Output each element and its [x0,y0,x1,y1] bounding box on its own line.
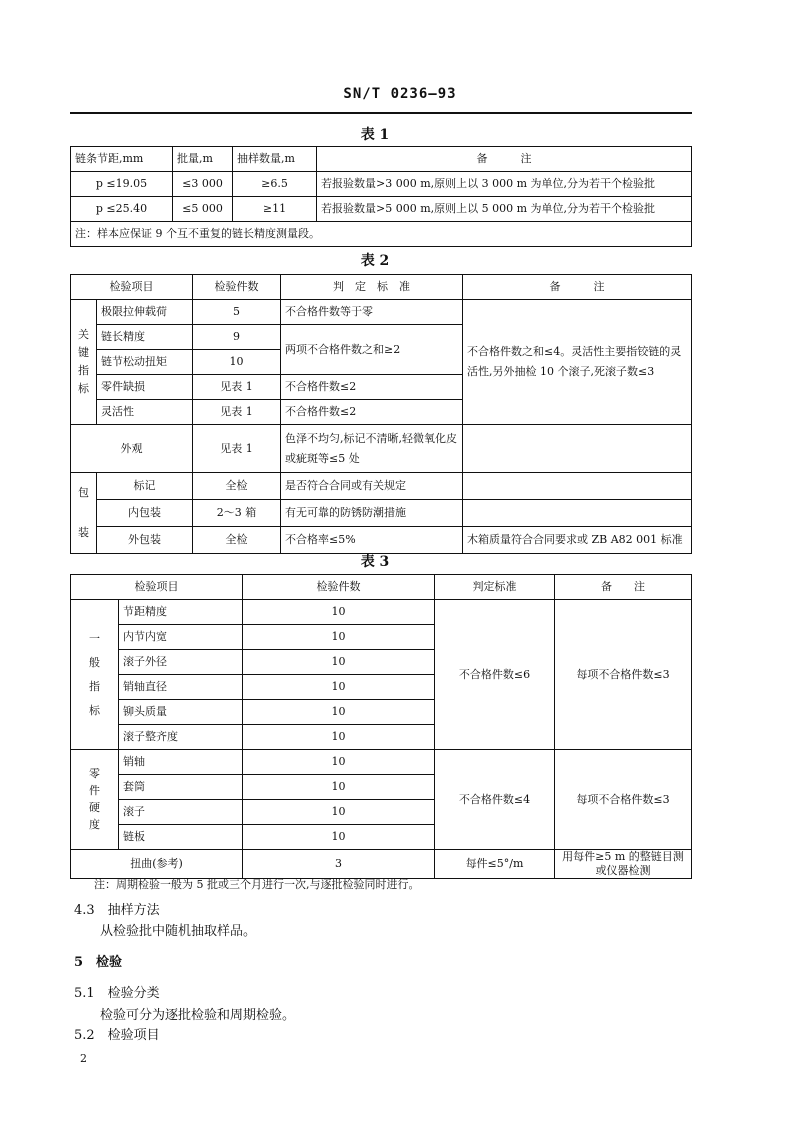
table1-note: 注：样本应保证 9 个互不重复的链长精度测量段。 [71,222,692,247]
table-cell: 2～3 箱 [193,500,281,527]
table-cell: 10 [243,800,435,825]
section-5-1-title: 5.1 检验分类 [74,986,160,1001]
table3-caption: 表 3 [360,554,390,570]
table-cell: 扭曲(参考) [71,850,243,879]
table-cell: 外包装 [97,527,193,554]
table-cell: ≥6.5 [233,172,317,197]
hardness-criteria: 不合格件数≤4 [435,750,555,850]
table-row [71,850,692,879]
group-label-pack-text: 包装 [78,486,89,539]
table-cell: 两项不合格件数之和≥2 [281,325,463,375]
table-cell: 色泽不均匀,标记不清晰,轻微氧化皮或疵斑等≤5 处 [281,425,463,473]
table-cell: 是否符合合同或有关规定 [281,473,463,500]
table-cell: 每件≤5°/m [435,850,555,879]
table-cell: 木箱质量符合合同要求或 ZB A82 001 标准 [463,527,692,554]
table-note-row [71,222,692,247]
table-cell: 见表 1 [193,375,281,400]
table-cell: 5 [193,300,281,325]
table-cell: 用每件≥5 m 的整链目测或仪器检测 [555,850,692,879]
general-remark: 每项不合格件数≤3 [555,600,692,750]
header-rule [70,112,692,114]
table-cell: 10 [243,650,435,675]
table-cell: 滚子外径 [119,650,243,675]
table-cell: 10 [243,750,435,775]
table-cell: 9 [193,325,281,350]
table-cell: 全检 [193,473,281,500]
group-label-hardness [71,750,119,850]
table-row [71,197,692,222]
table-cell [463,500,692,527]
table-header-row [71,275,692,300]
key-remark: 不合格件数之和≤4。灵活性主要指铰链的灵活性,另外抽检 10 个滚子,死滚子数≤3 [463,300,692,425]
header-cell: 备 注 [463,275,692,300]
table-cell: 见表 1 [193,425,281,473]
group-label-pack [71,473,97,554]
table-cell: ≥11 [233,197,317,222]
header-cell: 链条节距,mm [71,147,173,172]
table-row [71,500,692,527]
table-cell [463,473,692,500]
table-cell: 若报验数量>5 000 m,原则上以 5 000 m 为单位,分为若干个检验批 [317,197,692,222]
header-cell: 判 定 标 准 [281,275,463,300]
table-cell: 销轴 [119,750,243,775]
table-cell: 内节内宽 [119,625,243,650]
header-cell: 检验件数 [193,275,281,300]
table-cell: 10 [243,700,435,725]
header-cell: 判定标准 [435,575,555,600]
table-cell: 10 [243,775,435,800]
table-cell: 10 [243,725,435,750]
table-cell: 链长精度 [97,325,193,350]
header-cell: 检验项目 [71,275,193,300]
group-label-general [71,600,119,750]
table-cell: 不合格件数≤2 [281,400,463,425]
page-number: 2 [80,1052,87,1065]
section-5-title: 5 检验 [74,955,123,970]
table-cell: 若报验数量>3 000 m,原则上以 3 000 m 为单位,分为若干个检验批 [317,172,692,197]
table1-caption: 表 1 [360,127,390,143]
table-cell: 销轴直径 [119,675,243,700]
table-row [71,750,692,775]
table-cell: 不合格件数等于零 [281,300,463,325]
group-label-general-text: 一般指标 [89,631,100,717]
table-cell: 3 [243,850,435,879]
header-cell: 备 注 [317,147,692,172]
table2-caption: 表 2 [360,253,390,269]
table-cell: 零件缺损 [97,375,193,400]
table-row [71,473,692,500]
table-header-row [71,575,692,600]
section-4-3-text: 从检验批中随机抽取样品。 [100,924,257,939]
table-row [71,300,692,325]
table-cell: 10 [243,825,435,850]
table3 [70,574,692,879]
table-cell: 不合格件数≤2 [281,375,463,400]
table-cell: p ≤25.40 [71,197,173,222]
table-cell: 链节松动扭矩 [97,350,193,375]
table-cell: 10 [243,625,435,650]
table-cell: ≤5 000 [173,197,233,222]
table-cell: 节距精度 [119,600,243,625]
table-header-row [71,147,692,172]
table-cell: 外观 [71,425,193,473]
general-criteria: 不合格件数≤6 [435,600,555,750]
table-cell: 10 [243,675,435,700]
table-cell: ≤3 000 [173,172,233,197]
table-cell: 不合格率≤5% [281,527,463,554]
table-cell: 10 [243,600,435,625]
table-cell: 滚子整齐度 [119,725,243,750]
table-cell: 铆头质量 [119,700,243,725]
section-4-3-title: 4.3 抽样方法 [74,903,160,918]
table-cell: 有无可靠的防锈防潮措施 [281,500,463,527]
table-cell: 套筒 [119,775,243,800]
table-cell: 内包装 [97,500,193,527]
table3-note: 注：周期检验一般为 5 批或三个月进行一次,与逐批检验同时进行。 [94,878,420,891]
table-cell: 极限拉伸载荷 [97,300,193,325]
header-cell: 检验件数 [243,575,435,600]
table-cell: 标记 [97,473,193,500]
header-cell: 备 注 [555,575,692,600]
table1 [70,146,692,247]
hardness-remark: 每项不合格件数≤3 [555,750,692,850]
header-cell: 批量,m [173,147,233,172]
table-row [71,425,692,473]
group-label-key [71,300,97,425]
table-cell: 全检 [193,527,281,554]
table-row [71,527,692,554]
table-cell: p ≤19.05 [71,172,173,197]
section-5-2-title: 5.2 检验项目 [74,1028,160,1043]
table-row [71,600,692,625]
table-cell: 见表 1 [193,400,281,425]
group-label-hardness-text: 零件硬度 [89,767,100,831]
table-cell [463,425,692,473]
table-cell: 滚子 [119,800,243,825]
standard-number: SN/T 0236—93 [343,86,457,102]
group-label-key-text: 关键指标 [78,328,89,395]
table-row [71,172,692,197]
header-cell: 检验项目 [71,575,243,600]
table-cell: 10 [193,350,281,375]
header-cell: 抽样数量,m [233,147,317,172]
table-cell: 灵活性 [97,400,193,425]
table2 [70,274,692,554]
table-cell: 链板 [119,825,243,850]
section-5-1-text: 检验可分为逐批检验和周期检验。 [100,1008,296,1023]
